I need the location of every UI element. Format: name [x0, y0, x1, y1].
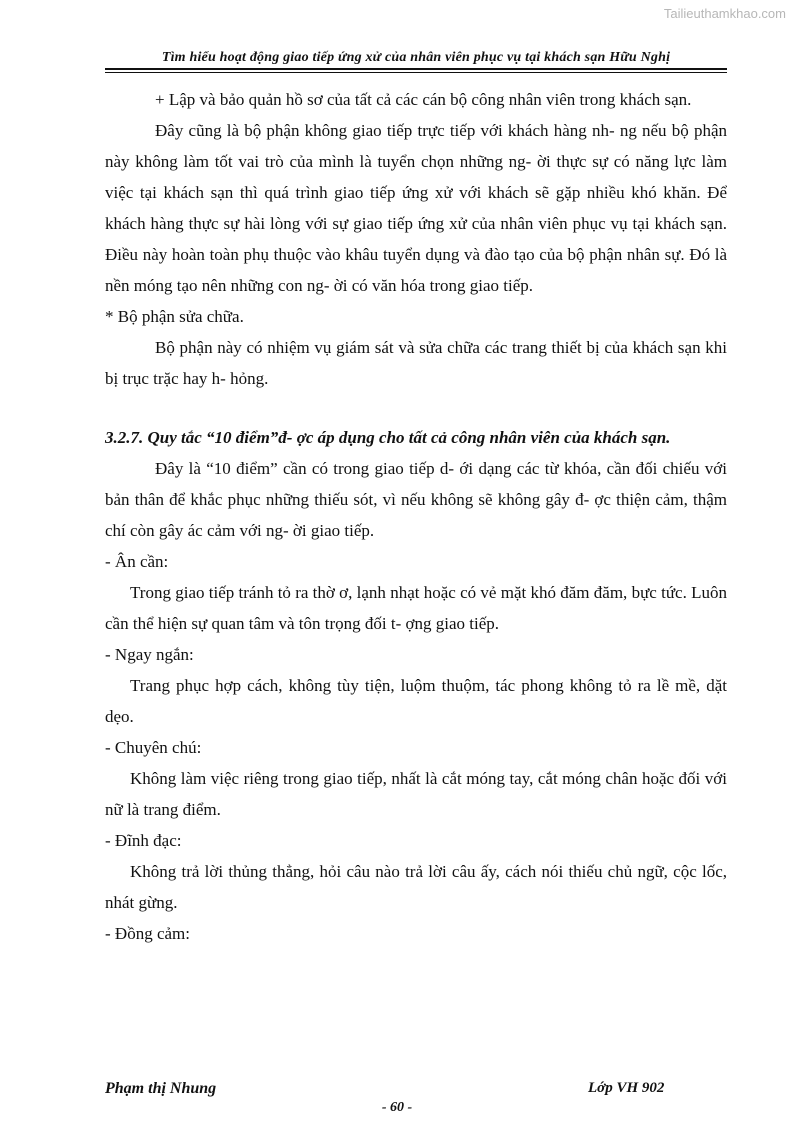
watermark: Tailieuthamkhao.com [663, 6, 786, 21]
header-rule-thick [105, 68, 727, 70]
rule-term: - Ân cần: [105, 552, 169, 571]
section-heading: 3.2.7. Quy tắc “10 điểm”đ- ợc áp dụng cho tất cả công nhân viên của khách sạn. [105, 428, 671, 447]
rule-term: - Đồng cảm: [105, 924, 190, 943]
subsection-label: * Bộ phận sửa chữa. [105, 307, 244, 326]
bullet-paragraph: + Lập và bảo quản hồ sơ của tất cả các cán bộ công nhân viên trong khách sạn. [155, 90, 692, 109]
rule-description: Không làm việc riêng trong giao tiếp, nhất là cắt móng tay, cắt móng chân hoặc đối với nữ là trang điểm. [105, 769, 727, 819]
section-intro: Đây là “10 điểm” cần có trong giao tiếp d- ới dạng các từ khóa, cần đối chiếu với bản thân để khắc phục những thiếu sót, vì nếu không sẽ không gây đ- ợc thiện cảm, thậm chí còn gây ác cảm với ng- ời giao tiếp. [105, 459, 727, 540]
footer-class: Lớp VH 902 [588, 1080, 665, 1096]
running-header: Tìm hiểu hoạt động giao tiếp ứng xử của nhân viên phục vụ tại khách sạn Hữu Nghị [161, 50, 671, 65]
rule-description: Không trả lời thủng thẳng, hỏi câu nào trả lời câu ấy, cách nói thiếu chủ ngữ, cộc lốc, nhát gừng. [105, 862, 727, 912]
body-paragraph: Bộ phận này có nhiệm vụ giám sát và sửa chữa các trang thiết bị của khách sạn khi bị trục trặc hay h- hỏng. [105, 338, 727, 388]
footer-author: Phạm thị Nhung [105, 1080, 217, 1097]
rule-term: - Chuyên chú: [105, 738, 202, 757]
page-number: - 60 - [381, 1100, 413, 1115]
rule-term: - Ngay ngắn: [105, 645, 194, 664]
rule-term: - Đĩnh đạc: [105, 831, 182, 850]
rule-description: Trong giao tiếp tránh tỏ ra thờ ơ, lạnh nhạt hoặc có vẻ mặt khó đăm đăm, bực tức. Luôn cần thể hiện sự quan tâm và tôn trọng đối t- ợng giao tiếp. [105, 583, 727, 633]
page-body [105, 84, 727, 949]
rule-description: Trang phục hợp cách, không tùy tiện, luộm thuộm, tác phong không tỏ ra lề mề, dặt dẹo. [105, 676, 727, 726]
body-paragraph: Đây cũng là bộ phận không giao tiếp trực tiếp với khách hàng nh- ng nếu bộ phận này không làm tốt vai trò của mình là tuyển chọn những ng- ời thực sự có năng lực làm việc tại khách sạn thì quá trình giao tiếp ứng xử với khách sẽ gặp nhiều khó khăn. Để khách hàng thực sự hài lòng với sự giao tiếp ứng xử của nhân viên phục vụ tại khách sạn. Điều này hoàn toàn phụ thuộc vào khâu tuyển dụng và đào tạo của bộ phận nhân sự. Đó là nền móng tạo nên những con ng- ời có văn hóa trong giao tiếp. [105, 121, 727, 295]
header-rule-thin [105, 72, 727, 73]
